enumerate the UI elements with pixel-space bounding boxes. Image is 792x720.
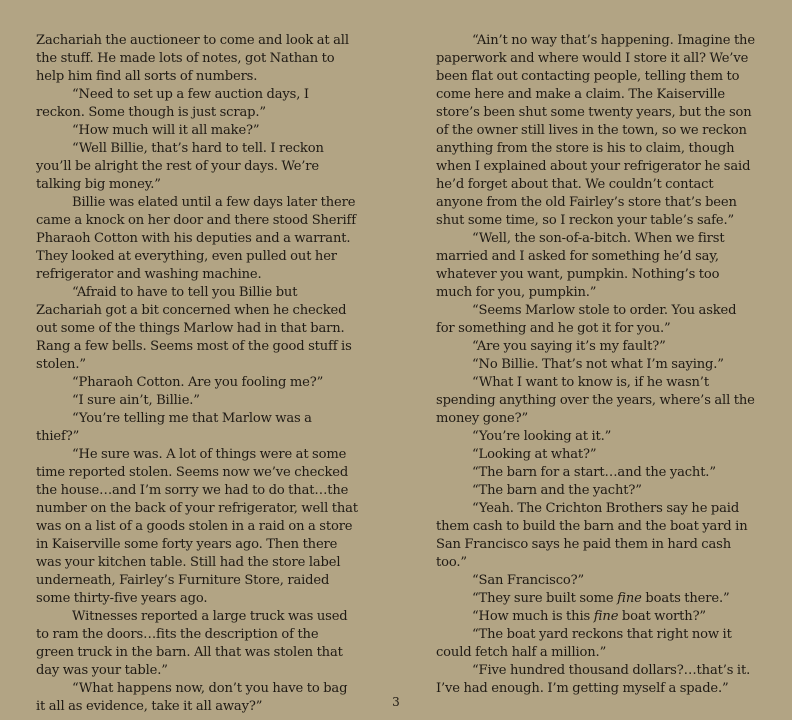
- text-run: “How much is this: [472, 609, 594, 624]
- paragraph: “Looking at what?”: [472, 447, 597, 462]
- left-text-column: [36, 32, 358, 716]
- paragraph: “What happens now, don’t you have to bag it all as evidence, take it all away?”: [36, 681, 348, 714]
- paragraph: Zachariah the auctioneer to come and look at all the stuff. He made lots of notes, got Nathan to help him find all sorts of numbers.: [36, 33, 349, 84]
- paragraph: “Well, the son-of-a-bitch. When we first married and I asked for something he’d say, whatever you want, pumpkin. Nothing’s too much for you, pumpkin.”: [436, 231, 725, 300]
- paragraph: [436, 590, 758, 608]
- paragraph: “The barn and the yacht?”: [472, 483, 642, 498]
- text-run: boats there.”: [641, 591, 730, 606]
- paragraph: “Seems Marlow stole to order. You asked for something and he got it for you.”: [436, 303, 737, 336]
- italic-word: fine: [593, 609, 619, 624]
- paragraph: “He sure was. A lot of things were at some time reported stolen. Seems now we’ve checked the house…and I’m sorry we had to do that…the number on the back of your refrigerator, well that was on a list of a goods stolen in a raid on a store in Kaiserville some forty years ago. Then there was your kitchen table. Still had the store label underneath, Fairley’s Furniture Store, raided some thirty-five years ago.: [36, 447, 358, 606]
- paragraph: “You’re looking at it.”: [472, 429, 612, 444]
- paragraph: “Ain’t no way that’s happening. Imagine the paperwork and where would I store it all? We’ve been flat out contacting people, telling them to come here and make a claim. The Kaiserville store’s been shut some twenty years, but the son of the owner still lives in the town, so we reckon anything from the store is his to claim, though when I explained about your refrigerator he said he’d forget about that. We couldn’t contact anyone from the old Fairley’s store that’s been shut some time, so I reckon your table’s safe.”: [436, 33, 755, 228]
- paragraph: “The boat yard reckons that right now it could fetch half a million.”: [436, 627, 732, 660]
- paragraph: “Need to set up a few auction days, I reckon. Some though is just scrap.”: [36, 87, 309, 120]
- paragraph: “Afraid to have to tell you Billie but Zachariah got a bit concerned when he checked out some of the things Marlow had in that barn. Rang a few bells. Seems most of the good stuff is stolen.”: [36, 285, 352, 372]
- paragraph: “San Francisco?”: [472, 573, 585, 588]
- paragraph: “Five hundred thousand dollars?…that’s it. I’ve had enough. I’m getting myself a spade.”: [436, 663, 751, 696]
- right-text-column: [436, 32, 758, 698]
- paragraph: “Pharaoh Cotton. Are you fooling me?”: [72, 375, 324, 390]
- paragraph: “You’re telling me that Marlow was a thief?”: [36, 411, 312, 444]
- paragraph: “I sure ain’t, Billie.”: [72, 393, 200, 408]
- paragraph: “How much will it all make?”: [72, 123, 260, 138]
- italic-word: fine: [617, 591, 642, 606]
- paragraph: [436, 608, 758, 626]
- paragraph: “Well Billie, that’s hard to tell. I reckon you’ll be alright the rest of your days. We’re talking big money.”: [36, 141, 324, 192]
- paragraph: Billie was elated until a few days later there came a knock on her door and there stood Sheriff Pharaoh Cotton with his deputies and a warrant. They looked at everything, even pulled out her refrigerator and washing machine.: [36, 195, 356, 282]
- text-run: “They sure built some: [472, 591, 618, 606]
- text-run: boat worth?”: [618, 609, 706, 624]
- paragraph: “Are you saying it’s my fault?”: [472, 339, 666, 354]
- page-number: 3: [392, 695, 400, 709]
- paragraph: “Yeah. The Crichton Brothers say he paid them cash to build the barn and the boat yard in San Francisco says he paid them in hard cash too.”: [436, 501, 748, 570]
- paragraph: “What I want to know is, if he wasn’t spending anything over the years, where’s all the money gone?”: [436, 375, 755, 426]
- paragraph: “The barn for a start…and the yacht.”: [472, 465, 716, 480]
- paragraph: “No Billie. That’s not what I’m saying.”: [472, 357, 724, 372]
- paragraph: Witnesses reported a large truck was used to ram the doors…fits the description of the green truck in the barn. All that was stolen that day was your table.”: [36, 609, 348, 678]
